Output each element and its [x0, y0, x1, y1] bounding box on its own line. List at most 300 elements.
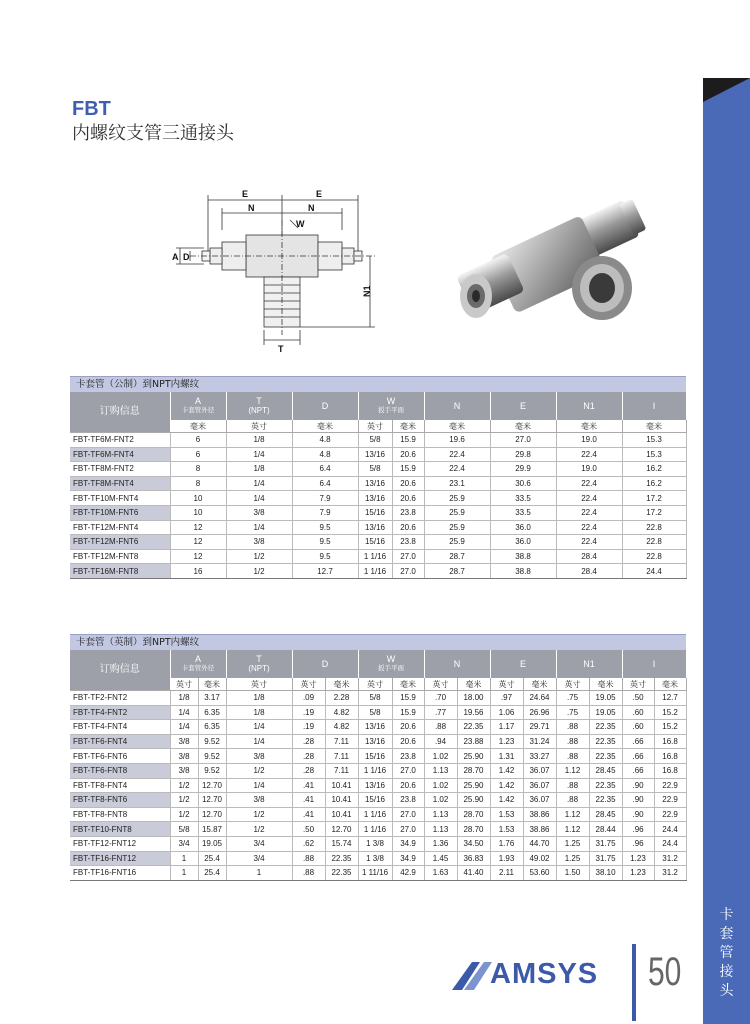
- product-name: 内螺纹支管三通接头: [72, 123, 234, 144]
- footer-divider: [632, 944, 636, 1021]
- value-cell: 29.8: [490, 447, 556, 462]
- unit-cell: 英寸: [556, 678, 589, 691]
- value-cell: .19: [292, 720, 325, 735]
- label-e-left: E: [242, 189, 249, 199]
- value-cell: 53.60: [523, 866, 556, 881]
- value-cell: 1/2: [226, 807, 292, 822]
- value-cell: .88: [292, 851, 325, 866]
- value-cell: 44.70: [523, 836, 556, 851]
- value-cell: 16.8: [654, 749, 686, 764]
- value-cell: 26.96: [523, 705, 556, 720]
- value-cell: 3/8: [226, 793, 292, 808]
- value-cell: 30.6: [490, 476, 556, 491]
- value-cell: 22.8: [622, 520, 686, 535]
- value-cell: 15.3: [622, 433, 686, 448]
- value-cell: 22.35: [589, 778, 622, 793]
- table-row: [70, 749, 686, 764]
- value-cell: 15.9: [392, 705, 424, 720]
- value-cell: 22.4: [556, 505, 622, 520]
- value-cell: 31.2: [654, 866, 686, 881]
- value-cell: 38.8: [490, 549, 556, 564]
- col-w-sub: 扳手平面: [378, 665, 404, 672]
- value-cell: 1/2: [170, 778, 198, 793]
- value-cell: 13/16: [358, 734, 392, 749]
- order-code-cell: FBT-TF2-FNT2: [70, 691, 170, 706]
- value-cell: 19.05: [589, 705, 622, 720]
- col-n1: N1: [556, 392, 622, 420]
- value-cell: 23.8: [392, 505, 424, 520]
- value-cell: 20.6: [392, 734, 424, 749]
- value-cell: 3/4: [170, 836, 198, 851]
- col-t: [226, 392, 292, 420]
- value-cell: 22.4: [556, 447, 622, 462]
- value-cell: 22.8: [622, 549, 686, 564]
- unit-cell: 毫米: [292, 420, 358, 433]
- value-cell: 6: [170, 433, 226, 448]
- value-cell: 1 3/8: [358, 851, 392, 866]
- order-code-cell: FBT-TF10M-FNT4: [70, 491, 170, 506]
- value-cell: 33.5: [490, 505, 556, 520]
- value-cell: 3/8: [170, 734, 198, 749]
- value-cell: 1/4: [226, 476, 292, 491]
- table-row: [70, 476, 686, 491]
- value-cell: .60: [622, 705, 654, 720]
- value-cell: .66: [622, 734, 654, 749]
- value-cell: .09: [292, 691, 325, 706]
- value-cell: 1.13: [424, 763, 457, 778]
- table-row: [70, 851, 686, 866]
- value-cell: 9.52: [198, 763, 226, 778]
- value-cell: 1.13: [424, 807, 457, 822]
- value-cell: 22.35: [589, 793, 622, 808]
- value-cell: 1 1/16: [358, 763, 392, 778]
- value-cell: 15/16: [358, 505, 392, 520]
- value-cell: 38.86: [523, 822, 556, 837]
- value-cell: 12.7: [292, 564, 358, 579]
- value-cell: 2.11: [490, 866, 523, 881]
- value-cell: 22.4: [556, 476, 622, 491]
- sidebar-char: 接: [719, 964, 734, 980]
- value-cell: 1/2: [170, 793, 198, 808]
- value-cell: 36.0: [490, 535, 556, 550]
- value-cell: 19.05: [589, 691, 622, 706]
- unit-cell: 毫米: [556, 420, 622, 433]
- unit-cell: 英寸: [490, 678, 523, 691]
- value-cell: 22.4: [556, 520, 622, 535]
- value-cell: 15.3: [622, 447, 686, 462]
- sidebar-char: 管: [719, 945, 734, 961]
- sidebar-topcap: [703, 0, 750, 78]
- value-cell: 25.90: [457, 778, 490, 793]
- value-cell: 34.9: [392, 836, 424, 851]
- value-cell: 20.6: [392, 491, 424, 506]
- value-cell: 22.8: [622, 535, 686, 550]
- unit-cell: 英寸: [424, 678, 457, 691]
- value-cell: 1.17: [490, 720, 523, 735]
- unit-cell: 英寸: [622, 678, 654, 691]
- value-cell: 29.9: [490, 462, 556, 477]
- col-a: [170, 650, 226, 678]
- col-a-sub: 卡套管外径: [181, 407, 215, 414]
- table-row: [70, 705, 686, 720]
- value-cell: 3/8: [170, 763, 198, 778]
- value-cell: 15.9: [392, 691, 424, 706]
- value-cell: 1/2: [170, 807, 198, 822]
- value-cell: 24.4: [622, 564, 686, 579]
- value-cell: 12.70: [198, 793, 226, 808]
- value-cell: 31.2: [654, 851, 686, 866]
- unit-cell: 英寸: [292, 678, 325, 691]
- value-cell: 15.87: [198, 822, 226, 837]
- table-row: [70, 866, 686, 881]
- order-code-cell: FBT-TF6-FNT4: [70, 734, 170, 749]
- value-cell: 31.75: [589, 836, 622, 851]
- value-cell: 1/4: [226, 491, 292, 506]
- value-cell: 1/4: [226, 520, 292, 535]
- order-code-cell: FBT-TF12M-FNT4: [70, 520, 170, 535]
- value-cell: 33.27: [523, 749, 556, 764]
- label-n-right: N: [308, 203, 315, 213]
- value-cell: 22.35: [325, 851, 358, 866]
- value-cell: 20.6: [392, 720, 424, 735]
- value-cell: 34.9: [392, 851, 424, 866]
- value-cell: 1.36: [424, 836, 457, 851]
- product-photo: [440, 188, 670, 343]
- value-cell: 1: [226, 866, 292, 881]
- value-cell: 15.9: [392, 462, 424, 477]
- unit-cell: 英寸: [226, 678, 292, 691]
- value-cell: 22.35: [589, 749, 622, 764]
- value-cell: 31.24: [523, 734, 556, 749]
- value-cell: 41.40: [457, 866, 490, 881]
- value-cell: 13/16: [358, 447, 392, 462]
- value-cell: 19.6: [424, 433, 490, 448]
- value-cell: 1/8: [226, 433, 292, 448]
- value-cell: 15.2: [654, 705, 686, 720]
- value-cell: 36.07: [523, 778, 556, 793]
- value-cell: 29.71: [523, 720, 556, 735]
- value-cell: 19.0: [556, 462, 622, 477]
- table-row: [70, 691, 686, 706]
- value-cell: .50: [622, 691, 654, 706]
- value-cell: 5/8: [358, 691, 392, 706]
- value-cell: 13/16: [358, 520, 392, 535]
- value-cell: 22.35: [589, 720, 622, 735]
- value-cell: .88: [556, 793, 589, 808]
- value-cell: 9.5: [292, 549, 358, 564]
- value-cell: 16.8: [654, 734, 686, 749]
- sidebar-char: 卡: [719, 907, 734, 923]
- table-row: [70, 549, 686, 564]
- value-cell: 23.88: [457, 734, 490, 749]
- col-n1: N1: [556, 650, 622, 678]
- value-cell: 19.0: [556, 433, 622, 448]
- value-cell: 20.6: [392, 476, 424, 491]
- value-cell: .66: [622, 763, 654, 778]
- value-cell: 1/8: [226, 691, 292, 706]
- value-cell: 36.0: [490, 520, 556, 535]
- value-cell: 13/16: [358, 491, 392, 506]
- col-w: [358, 392, 424, 420]
- value-cell: 23.1: [424, 476, 490, 491]
- value-cell: 10: [170, 491, 226, 506]
- value-cell: 49.02: [523, 851, 556, 866]
- value-cell: 5/8: [358, 705, 392, 720]
- col-w: [358, 650, 424, 678]
- value-cell: 1.23: [490, 734, 523, 749]
- col-a-label: A: [194, 654, 201, 664]
- value-cell: 20.6: [392, 778, 424, 793]
- value-cell: 22.35: [325, 866, 358, 881]
- col-i: I: [622, 392, 686, 420]
- value-cell: 42.9: [392, 866, 424, 881]
- col-order-info: 订购信息: [70, 392, 170, 433]
- label-w: W: [296, 219, 305, 229]
- value-cell: 1.23: [622, 851, 654, 866]
- value-cell: .75: [556, 705, 589, 720]
- value-cell: 1.42: [490, 778, 523, 793]
- value-cell: 1/8: [170, 691, 198, 706]
- value-cell: .90: [622, 793, 654, 808]
- value-cell: 1.63: [424, 866, 457, 881]
- value-cell: 1/4: [226, 447, 292, 462]
- order-code-cell: FBT-TF12M-FNT8: [70, 549, 170, 564]
- table-row: [70, 734, 686, 749]
- table-row: [70, 491, 686, 506]
- unit-cell: 英寸: [358, 678, 392, 691]
- value-cell: 1/4: [226, 734, 292, 749]
- value-cell: .41: [292, 807, 325, 822]
- value-cell: .28: [292, 763, 325, 778]
- value-cell: 1/2: [226, 763, 292, 778]
- value-cell: 6.35: [198, 705, 226, 720]
- page-number: 50: [648, 950, 682, 994]
- product-code: FBT: [72, 98, 111, 120]
- table-row: [70, 447, 686, 462]
- value-cell: 36.07: [523, 793, 556, 808]
- value-cell: 27.0: [392, 807, 424, 822]
- order-code-cell: FBT-TF12-FNT12: [70, 836, 170, 851]
- col-e: E: [490, 650, 556, 678]
- value-cell: 22.9: [654, 793, 686, 808]
- value-cell: .90: [622, 807, 654, 822]
- col-a-sub: 卡套管外径: [181, 665, 215, 672]
- value-cell: 7.11: [325, 763, 358, 778]
- value-cell: 15/16: [358, 535, 392, 550]
- value-cell: 7.9: [292, 505, 358, 520]
- col-n: N: [424, 650, 490, 678]
- value-cell: 22.9: [654, 778, 686, 793]
- value-cell: 31.75: [589, 851, 622, 866]
- unit-cell: 毫米: [457, 678, 490, 691]
- col-a-label: A: [194, 396, 201, 406]
- table-row: [70, 564, 686, 579]
- order-code-cell: FBT-TF8M-FNT4: [70, 476, 170, 491]
- value-cell: 1.31: [490, 749, 523, 764]
- col-n: N: [424, 392, 490, 420]
- value-cell: .70: [424, 691, 457, 706]
- value-cell: 25.9: [424, 535, 490, 550]
- value-cell: 23.8: [392, 749, 424, 764]
- value-cell: 4.8: [292, 433, 358, 448]
- col-d: D: [292, 392, 358, 420]
- value-cell: .28: [292, 734, 325, 749]
- value-cell: 9.52: [198, 749, 226, 764]
- value-cell: 23.8: [392, 535, 424, 550]
- value-cell: .88: [556, 778, 589, 793]
- value-cell: 1.06: [490, 705, 523, 720]
- unit-cell: 毫米: [325, 678, 358, 691]
- table-row: [70, 535, 686, 550]
- unit-cell: 毫米: [654, 678, 686, 691]
- order-code-cell: FBT-TF8-FNT8: [70, 807, 170, 822]
- value-cell: 16.2: [622, 476, 686, 491]
- value-cell: 12.70: [198, 807, 226, 822]
- value-cell: 28.7: [424, 549, 490, 564]
- value-cell: .94: [424, 734, 457, 749]
- order-code-cell: FBT-TF6-FNT8: [70, 763, 170, 778]
- value-cell: 28.7: [424, 564, 490, 579]
- order-code-cell: FBT-TF16-FNT16: [70, 866, 170, 881]
- value-cell: .28: [292, 749, 325, 764]
- value-cell: 25.90: [457, 749, 490, 764]
- table-row: [70, 505, 686, 520]
- sidebar-category-label: [703, 906, 750, 1001]
- value-cell: 1 1/16: [358, 564, 392, 579]
- label-t: T: [278, 344, 284, 354]
- table-row: [70, 520, 686, 535]
- value-cell: 1.02: [424, 778, 457, 793]
- col-t-label: T: [256, 396, 262, 406]
- value-cell: .60: [622, 720, 654, 735]
- value-cell: 1.76: [490, 836, 523, 851]
- value-cell: 4.82: [325, 720, 358, 735]
- value-cell: .88: [556, 720, 589, 735]
- value-cell: 3.17: [198, 691, 226, 706]
- order-code-cell: FBT-TF6M-FNT4: [70, 447, 170, 462]
- value-cell: .90: [622, 778, 654, 793]
- value-cell: 12.70: [198, 778, 226, 793]
- table-row: [70, 462, 686, 477]
- value-cell: 18.00: [457, 691, 490, 706]
- value-cell: 15/16: [358, 749, 392, 764]
- value-cell: 22.35: [457, 720, 490, 735]
- value-cell: 7.9: [292, 491, 358, 506]
- value-cell: 25.4: [198, 851, 226, 866]
- value-cell: 17.2: [622, 491, 686, 506]
- value-cell: 25.9: [424, 505, 490, 520]
- value-cell: 7.11: [325, 734, 358, 749]
- value-cell: 22.35: [589, 734, 622, 749]
- value-cell: 38.86: [523, 807, 556, 822]
- imperial-table-title: 卡套管（英制）到NPT内螺纹: [70, 634, 686, 650]
- value-cell: 9.5: [292, 520, 358, 535]
- value-cell: 36.83: [457, 851, 490, 866]
- value-cell: 4.82: [325, 705, 358, 720]
- value-cell: 1 1/16: [358, 549, 392, 564]
- col-w-label: W: [386, 654, 396, 664]
- value-cell: 28.70: [457, 807, 490, 822]
- value-cell: 3/8: [226, 749, 292, 764]
- dimension-drawing: [160, 180, 400, 355]
- table-row: [70, 778, 686, 793]
- unit-cell: 毫米: [392, 678, 424, 691]
- value-cell: .88: [556, 749, 589, 764]
- table-row: [70, 807, 686, 822]
- value-cell: 1/8: [226, 705, 292, 720]
- order-code-cell: FBT-TF8-FNT6: [70, 793, 170, 808]
- col-e: E: [490, 392, 556, 420]
- value-cell: 1.53: [490, 822, 523, 837]
- value-cell: 1 1/16: [358, 807, 392, 822]
- value-cell: 12.70: [325, 822, 358, 837]
- order-code-cell: FBT-TF6-FNT6: [70, 749, 170, 764]
- table-row: [70, 720, 686, 735]
- value-cell: 20.6: [392, 447, 424, 462]
- value-cell: 1.12: [556, 763, 589, 778]
- value-cell: 3/8: [226, 535, 292, 550]
- value-cell: .88: [292, 866, 325, 881]
- value-cell: 13/16: [358, 720, 392, 735]
- col-w-sub: 扳手平面: [378, 407, 404, 414]
- value-cell: 10.41: [325, 807, 358, 822]
- value-cell: .19: [292, 705, 325, 720]
- value-cell: 1 1/16: [358, 822, 392, 837]
- value-cell: 1.12: [556, 822, 589, 837]
- unit-cell: 毫米: [490, 420, 556, 433]
- value-cell: 1.25: [556, 851, 589, 866]
- label-n-left: N: [248, 203, 255, 213]
- value-cell: 5/8: [358, 462, 392, 477]
- order-code-cell: FBT-TF8-FNT4: [70, 778, 170, 793]
- unit-cell: 毫米: [523, 678, 556, 691]
- value-cell: 1.23: [622, 866, 654, 881]
- col-a: [170, 392, 226, 420]
- value-cell: 25.9: [424, 491, 490, 506]
- value-cell: 27.0: [392, 763, 424, 778]
- value-cell: 9.5: [292, 535, 358, 550]
- value-cell: 8: [170, 476, 226, 491]
- order-code-cell: FBT-TF10M-FNT6: [70, 505, 170, 520]
- value-cell: 17.2: [622, 505, 686, 520]
- col-t: [226, 650, 292, 678]
- order-code-cell: FBT-TF16M-FNT8: [70, 564, 170, 579]
- value-cell: 15.9: [392, 433, 424, 448]
- col-t-label: T: [256, 654, 262, 664]
- value-cell: .88: [424, 720, 457, 735]
- value-cell: 1.42: [490, 763, 523, 778]
- col-order-info: 订购信息: [70, 650, 170, 691]
- value-cell: 1.12: [556, 807, 589, 822]
- value-cell: 6: [170, 447, 226, 462]
- value-cell: 1/2: [226, 549, 292, 564]
- unit-cell: 毫米: [392, 420, 424, 433]
- value-cell: 27.0: [392, 564, 424, 579]
- order-code-cell: FBT-TF10-FNT8: [70, 822, 170, 837]
- col-t-sub: (NPT): [248, 664, 270, 673]
- imperial-table: [70, 634, 686, 881]
- value-cell: 3/8: [226, 505, 292, 520]
- value-cell: 38.10: [589, 866, 622, 881]
- unit-cell: 毫米: [622, 420, 686, 433]
- value-cell: .75: [556, 691, 589, 706]
- value-cell: 24.4: [654, 836, 686, 851]
- value-cell: 1.53: [490, 807, 523, 822]
- col-t-sub: (NPT): [248, 406, 270, 415]
- value-cell: .62: [292, 836, 325, 851]
- value-cell: 1: [170, 866, 198, 881]
- value-cell: .88: [556, 734, 589, 749]
